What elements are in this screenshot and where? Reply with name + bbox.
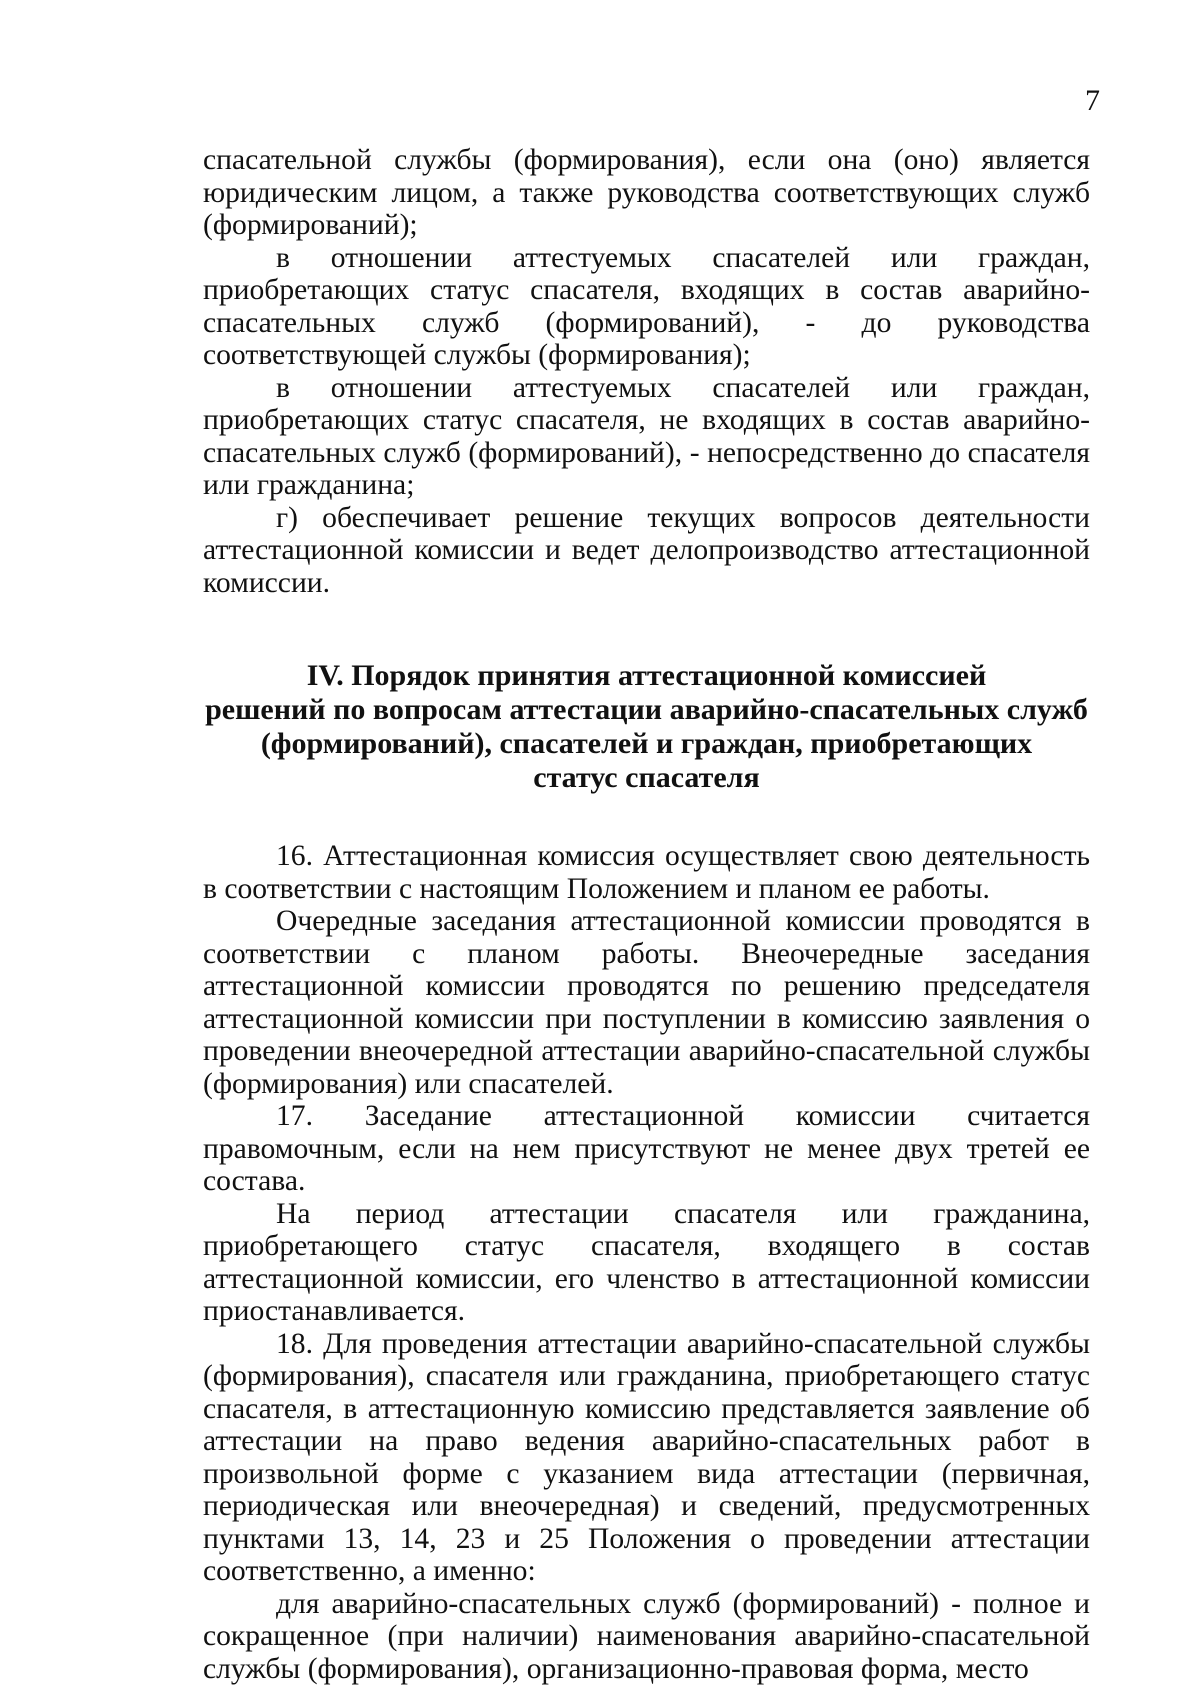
section-heading-line: IV. Порядок принятия аттестационной комиссией [306,659,987,692]
paragraph-18: 18. Для проведения аттестации аварийно-спасательной службы (формирования), спасателя или гражданина, приобретающего статус спасателя, в аттестационную комиссию представляется заявление об аттестации на право ведения аварийно-спасательных работ в произвольной форме с указанием вида аттестации (первичная, периодическая или внеочередная) и сведений, предусмотренных пунктами 13, 14, 23 и 25 Положения о проведении аттестации соответственно, а именно: [203,1327,1090,1587]
paragraph-service-members: в отношении аттестуемых спасателей или граждан, приобретающих статус спасателя, входящих в состав аварийно-спасательных служб (формирований), - до руководства соответствующей службы (формирования); [203,241,1090,371]
paragraph-16: 16. Аттестационная комиссия осуществляет свою деятельность в соответствии с настоящим Положением и планом ее работы. [203,840,1090,905]
page-number: 7 [1085,84,1100,117]
section-heading-line: статус спасателя [533,761,760,794]
section-heading [203,659,1090,795]
paragraph-17: 17. Заседание аттестационной комиссии считается правомочным, если на нем присутствуют не менее двух третей ее состава. [203,1100,1090,1197]
paragraph-services-details: для аварийно-спасательных служб (формирований) - полное и сокращенное (при наличии) наименования аварийно-спасательной службы (формирования), организационно-правовая форма, место [203,1587,1090,1685]
paragraph-item-g: г) обеспечивает решение текущих вопросов деятельности аттестационной комиссии и ведет делопроизводство аттестационной комиссии. [203,501,1090,599]
section-heading-line: (формирований), спасателей и граждан, приобретающих [260,727,1033,760]
document-body [203,144,1090,1685]
paragraph-non-members: в отношении аттестуемых спасателей или граждан, приобретающих статус спасателя, не входящих в состав аварийно-спасательных служб (формирований), - непосредственно до спасателя или гражданина; [203,371,1090,501]
paragraph-membership-suspension: На период аттестации спасателя или гражданина, приобретающего статус спасателя, входящего в состав аттестационной комиссии, его членство в аттестационной комиссии приостанавливается. [203,1197,1090,1327]
section-heading-line: решений по вопросам аттестации аварийно-спасательных служб [205,693,1088,726]
paragraph-regular-meetings: Очередные заседания аттестационной комиссии проводятся в соответствии с планом работы. Внеочередные заседания аттестационной комиссии проводятся по решению председателя аттестационной комиссии при поступлении в комиссию заявления о проведении внеочередной аттестации аварийно-спасательной службы (формирования) или спасателей. [203,905,1090,1100]
paragraph-continuation: спасательной службы (формирования), если она (оно) является юридическим лицом, а также руководства соответствующих служб (формирований); [203,144,1090,241]
